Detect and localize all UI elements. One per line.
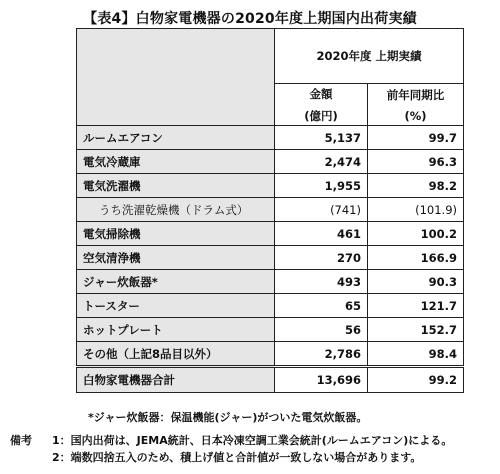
row-yoy: 90.3: [368, 270, 464, 294]
table-row-sub: [77, 198, 464, 222]
table-row: [77, 222, 464, 246]
row-yoy: 98.4: [368, 342, 464, 367]
remark-2: 2：端数四捨五入のため、積上げ値と合計値が一致しない場合があります。: [52, 451, 422, 464]
table-row: [77, 150, 464, 174]
row-name: その他（上記8品目以外）: [77, 342, 275, 367]
row-amount: 2,474: [275, 150, 368, 174]
row-yoy: 99.7: [368, 126, 464, 150]
yoy-unit: (%): [404, 108, 427, 123]
row-name: ホットプレート: [77, 318, 275, 342]
table-row: [77, 270, 464, 294]
row-name: トースター: [77, 294, 275, 318]
row-name: 電気掃除機: [77, 222, 275, 246]
shipment-table: [76, 28, 464, 393]
row-name: 空気清浄機: [77, 246, 275, 270]
row-yoy: 98.2: [368, 174, 464, 198]
row-amount: 461: [275, 222, 368, 246]
row-yoy: 121.7: [368, 294, 464, 318]
row-amount: 270: [275, 246, 368, 270]
amount-unit: (億円): [304, 108, 338, 123]
row-name: うち洗濯乾燥機（ドラム式）: [77, 198, 275, 222]
table-row: [77, 174, 464, 198]
row-amount: 56: [275, 318, 368, 342]
row-amount: 5,137: [275, 126, 368, 150]
total-name: 白物家電機器合計: [77, 367, 275, 393]
row-yoy: 96.3: [368, 150, 464, 174]
row-name: ルームエアコン: [77, 126, 275, 150]
table-row: [77, 246, 464, 270]
total-amount: 13,696: [275, 367, 368, 393]
row-yoy: 100.2: [368, 222, 464, 246]
header-blank: [77, 29, 275, 126]
row-amount: 65: [275, 294, 368, 318]
total-yoy: 99.2: [368, 367, 464, 393]
row-name: ジャー炊飯器*: [77, 270, 275, 294]
row-yoy: 166.9: [368, 246, 464, 270]
row-yoy: 152.7: [368, 318, 464, 342]
amount-label: 金額: [309, 86, 333, 101]
row-amount: 1,955: [275, 174, 368, 198]
row-amount: (741): [275, 198, 368, 222]
table-row: [77, 126, 464, 150]
total-row: [77, 367, 464, 393]
yoy-header: [368, 84, 464, 126]
table-title: 【表4】白物家電機器の2020年度上期国内出荷実績: [83, 11, 417, 27]
table-row: [77, 342, 464, 367]
row-yoy: (101.9): [368, 198, 464, 222]
table-row: [77, 318, 464, 342]
row-amount: 2,786: [275, 342, 368, 367]
remarks-label: 備考: [10, 434, 32, 447]
yoy-label: 前年同期比: [386, 87, 445, 102]
row-name: 電気洗濯機: [77, 174, 275, 198]
amount-header: [275, 84, 368, 126]
row-amount: 493: [275, 270, 368, 294]
row-name: 電気冷蔵庫: [77, 150, 275, 174]
remarks: [10, 432, 452, 466]
remark-1: 1：国内出荷は、JEMA統計、日本冷凍空調工業会統計(ルームエアコン)による。: [52, 434, 453, 447]
period-header: 2020年度 上期実績: [275, 29, 464, 84]
footnote: *ジャー炊飯器：保温機能(ジャー)がついた電気炊飯器。: [88, 411, 368, 424]
table-row: [77, 294, 464, 318]
